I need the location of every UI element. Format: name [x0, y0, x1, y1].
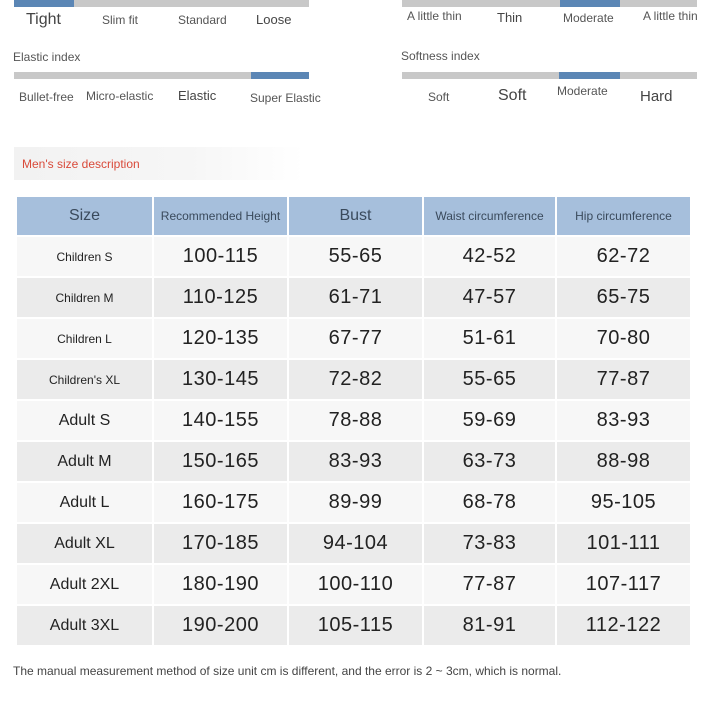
bust-cell: 89-99 [289, 483, 422, 522]
thickness-label-1: A little thin [407, 9, 462, 23]
elastic-label-4: Super Elastic [250, 91, 321, 105]
hip-cell: 65-75 [557, 278, 690, 317]
height-cell: 170-185 [154, 524, 287, 563]
table-row [17, 606, 690, 645]
fit-label-slim: Slim fit [102, 13, 138, 27]
size-cell: Adult L [17, 483, 152, 522]
hip-cell: 107-117 [557, 565, 690, 604]
softness-label-3: Moderate [557, 84, 608, 98]
bust-cell: 61-71 [289, 278, 422, 317]
height-cell: 100-115 [154, 237, 287, 276]
height-cell: 120-135 [154, 319, 287, 358]
bust-cell: 83-93 [289, 442, 422, 481]
elastic-label-3: Elastic [178, 88, 217, 103]
height-cell: 160-175 [154, 483, 287, 522]
size-cell: Adult 2XL [17, 565, 152, 604]
elastic-index-title: Elastic index [13, 50, 81, 64]
size-cell: Children L [17, 319, 152, 358]
fit-scale-highlight [14, 0, 74, 7]
bust-cell: 67-77 [289, 319, 422, 358]
elastic-label-1: Bullet-free [19, 90, 74, 104]
measurement-note: The manual measurement method of size unit cm is different, and the error is 2 ~ 3cm, which is normal. [13, 664, 562, 678]
thickness-label-2: Thin [497, 10, 523, 25]
header-hip: Hip circumference [557, 197, 690, 235]
bust-cell: 72-82 [289, 360, 422, 399]
bust-cell: 100-110 [289, 565, 422, 604]
table-row [17, 237, 690, 276]
table-header-row [17, 197, 690, 235]
header-waist: Waist circumference [424, 197, 555, 235]
table-row [17, 278, 690, 317]
softness-scale-bar [402, 72, 697, 79]
section-title: Men's size description [22, 157, 140, 171]
table-row [17, 442, 690, 481]
table-row [17, 483, 690, 522]
header-height: Recommended Height [154, 197, 287, 235]
hip-cell: 95-105 [557, 483, 690, 522]
waist-cell: 73-83 [424, 524, 555, 563]
hip-cell: 77-87 [557, 360, 690, 399]
softness-label-2: Soft [498, 87, 527, 104]
hip-cell: 112-122 [557, 606, 690, 645]
size-cell: Children M [17, 278, 152, 317]
hip-cell: 101-111 [557, 524, 690, 563]
size-cell: Adult S [17, 401, 152, 440]
hip-cell: 70-80 [557, 319, 690, 358]
height-cell: 180-190 [154, 565, 287, 604]
hip-cell: 62-72 [557, 237, 690, 276]
thickness-label-4: A little thin [643, 9, 698, 23]
softness-label-1: Soft [428, 90, 450, 104]
waist-cell: 59-69 [424, 401, 555, 440]
waist-cell: 63-73 [424, 442, 555, 481]
elastic-scale-bar [14, 72, 309, 79]
waist-cell: 47-57 [424, 278, 555, 317]
hip-cell: 83-93 [557, 401, 690, 440]
table-row [17, 319, 690, 358]
fit-scale-bar [14, 0, 309, 7]
waist-cell: 55-65 [424, 360, 555, 399]
height-cell: 110-125 [154, 278, 287, 317]
fit-label-standard: Standard [178, 13, 227, 27]
waist-cell: 77-87 [424, 565, 555, 604]
size-cell: Adult 3XL [17, 606, 152, 645]
height-cell: 130-145 [154, 360, 287, 399]
size-cell: Children S [17, 237, 152, 276]
table-row [17, 360, 690, 399]
waist-cell: 68-78 [424, 483, 555, 522]
bust-cell: 94-104 [289, 524, 422, 563]
waist-cell: 42-52 [424, 237, 555, 276]
softness-scale-highlight [559, 72, 620, 79]
fit-label-tight: Tight [26, 11, 61, 28]
header-bust: Bust [289, 197, 422, 235]
softness-index-title: Softness index [401, 49, 480, 63]
elastic-label-2: Micro-elastic [86, 89, 154, 103]
size-table [15, 195, 692, 647]
size-cell: Adult XL [17, 524, 152, 563]
bust-cell: 78-88 [289, 401, 422, 440]
table-row [17, 401, 690, 440]
bust-cell: 105-115 [289, 606, 422, 645]
header-size: Size [17, 197, 152, 235]
softness-label-4: Hard [640, 88, 673, 105]
elastic-scale-highlight [251, 72, 309, 79]
size-cell: Children's XL [17, 360, 152, 399]
waist-cell: 51-61 [424, 319, 555, 358]
thickness-label-3: Moderate [563, 11, 614, 25]
height-cell: 140-155 [154, 401, 287, 440]
height-cell: 190-200 [154, 606, 287, 645]
section-banner [14, 147, 304, 180]
bust-cell: 55-65 [289, 237, 422, 276]
height-cell: 150-165 [154, 442, 287, 481]
size-cell: Adult M [17, 442, 152, 481]
thickness-scale-highlight [560, 0, 620, 7]
thickness-scale-bar [402, 0, 697, 7]
hip-cell: 88-98 [557, 442, 690, 481]
fit-label-loose: Loose [256, 12, 292, 27]
waist-cell: 81-91 [424, 606, 555, 645]
table-row [17, 565, 690, 604]
table-row [17, 524, 690, 563]
